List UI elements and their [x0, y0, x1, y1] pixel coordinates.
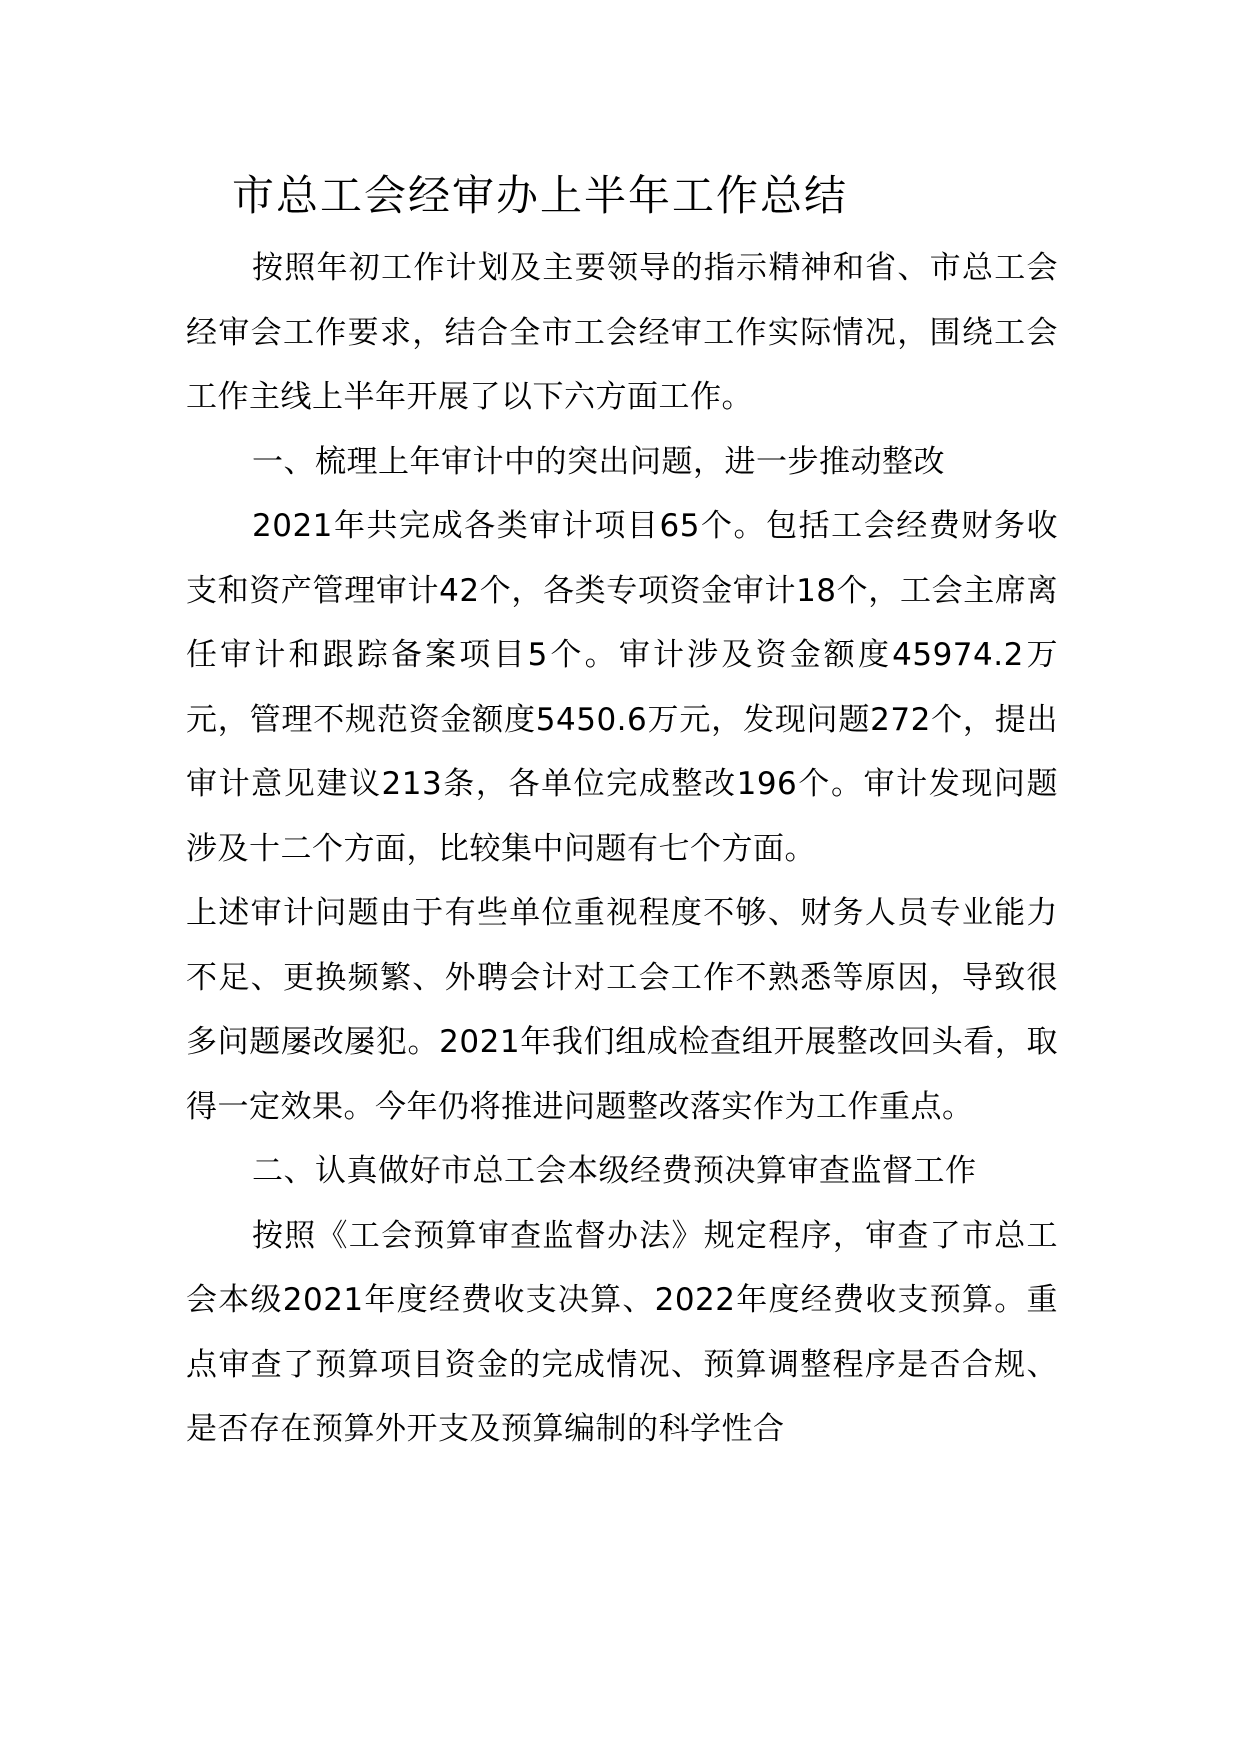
intro-paragraph: 按照年初工作计划及主要领导的指示精神和省、市总工会经审会工作要求，结合全市工会经审工作实际情况，围绕工会工作主线上半年开展了以下六方面工作。: [186, 250, 1058, 415]
document-body: [186, 160, 1058, 1462]
section-heading-2: 二、认真做好市总工会本级经费预决算审查监督工作: [252, 1153, 977, 1189]
section-heading-1: 一、梳理上年审计中的突出问题，进一步推动整改: [252, 443, 945, 480]
section-1-paragraph-1: 2021年共完成各类审计项目65个。包括工会经费财务收支和资产管理审计42个，各类专项资金审计18个，工会主席离任审计和跟踪备案项目5个。审计涉及资金额度45974.2万元，管理不规范资金额度5450.6万元，发现问题272个，提出审计意见建议213条，各单位完成整改196个。审计发现问题涉及十二个方面，比较集中问题有七个方面。: [186, 508, 1058, 867]
section-2-paragraph-1: 按照《工会预算审查监督办法》规定程序，审查了市总工会本级2021年度经费收支决算、2022年度经费收支预算。重点审查了预算项目资金的完成情况、预算调整程序是否合规、是否存在预算外开支及预算编制的科学性合: [186, 1217, 1058, 1447]
section-1-paragraph-2: 上述审计问题由于有些单位重视程度不够、财务人员专业能力不足、更换频繁、外聘会计对工会工作不熟悉等原因，导致很多问题屡改屡犯。2021年我们组成检查组开展整改回头看，取得一定效果。今年仍将推进问题整改落实作为工作重点。: [186, 895, 1058, 1125]
document-title: 市总工会经审办上半年工作总结: [232, 171, 849, 220]
